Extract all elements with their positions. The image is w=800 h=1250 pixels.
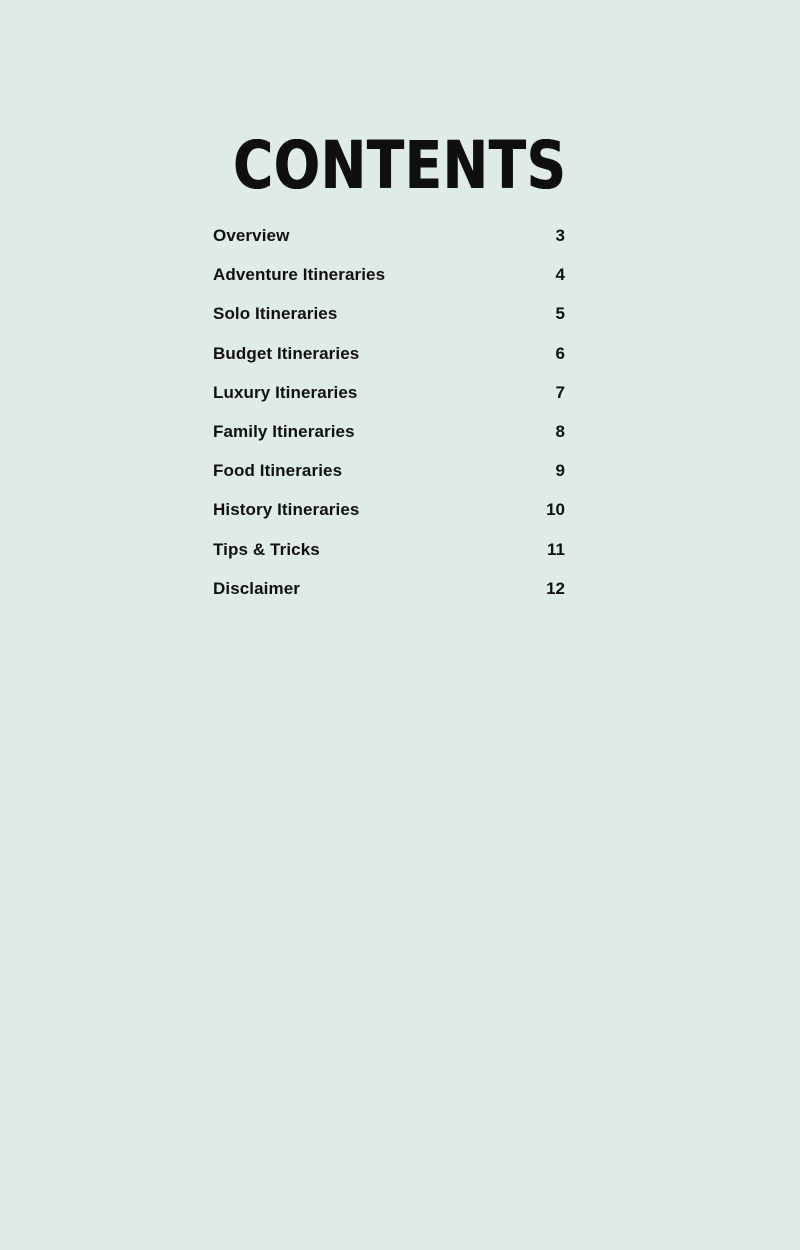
toc-page-number: 5 bbox=[555, 304, 565, 324]
toc-page-number: 12 bbox=[546, 578, 565, 598]
toc-label: Overview bbox=[213, 226, 290, 245]
toc-label: Luxury Itineraries bbox=[213, 382, 358, 402]
toc-item-history-itineraries[interactable] bbox=[213, 490, 565, 529]
toc-page-number: 6 bbox=[555, 343, 565, 363]
toc-item-tips-and-tricks[interactable] bbox=[213, 530, 565, 569]
toc-label: Tips & Tricks bbox=[213, 539, 320, 559]
toc-label: Adventure Itineraries bbox=[213, 265, 386, 285]
toc-label: Disclaimer bbox=[213, 578, 300, 598]
toc-item-disclaimer[interactable] bbox=[213, 569, 565, 608]
toc-label: Budget Itineraries bbox=[213, 343, 360, 363]
toc-item-budget-itineraries[interactable] bbox=[213, 334, 565, 373]
page-title: CONTENTS bbox=[233, 127, 567, 205]
toc-item-family-itineraries[interactable] bbox=[213, 412, 565, 451]
toc-label: Food Itineraries bbox=[213, 461, 343, 481]
toc-page-number: 3 bbox=[555, 226, 565, 245]
toc-page-number: 4 bbox=[555, 265, 565, 285]
toc-page-number: 8 bbox=[555, 421, 565, 441]
toc-item-adventure-itineraries[interactable] bbox=[213, 255, 565, 294]
toc-page-number: 7 bbox=[555, 382, 565, 402]
toc-page-number: 9 bbox=[555, 461, 565, 481]
toc-label: History Itineraries bbox=[213, 500, 360, 520]
toc-page-number: 10 bbox=[546, 500, 565, 520]
toc-page-number: 11 bbox=[547, 539, 565, 559]
toc-item-luxury-itineraries[interactable] bbox=[213, 373, 565, 412]
toc-item-food-itineraries[interactable] bbox=[213, 451, 565, 490]
toc-item-overview[interactable] bbox=[213, 216, 565, 255]
table-of-contents bbox=[213, 216, 565, 608]
toc-label: Family Itineraries bbox=[213, 421, 355, 441]
toc-item-solo-itineraries[interactable] bbox=[213, 294, 565, 333]
toc-label: Solo Itineraries bbox=[213, 304, 338, 324]
